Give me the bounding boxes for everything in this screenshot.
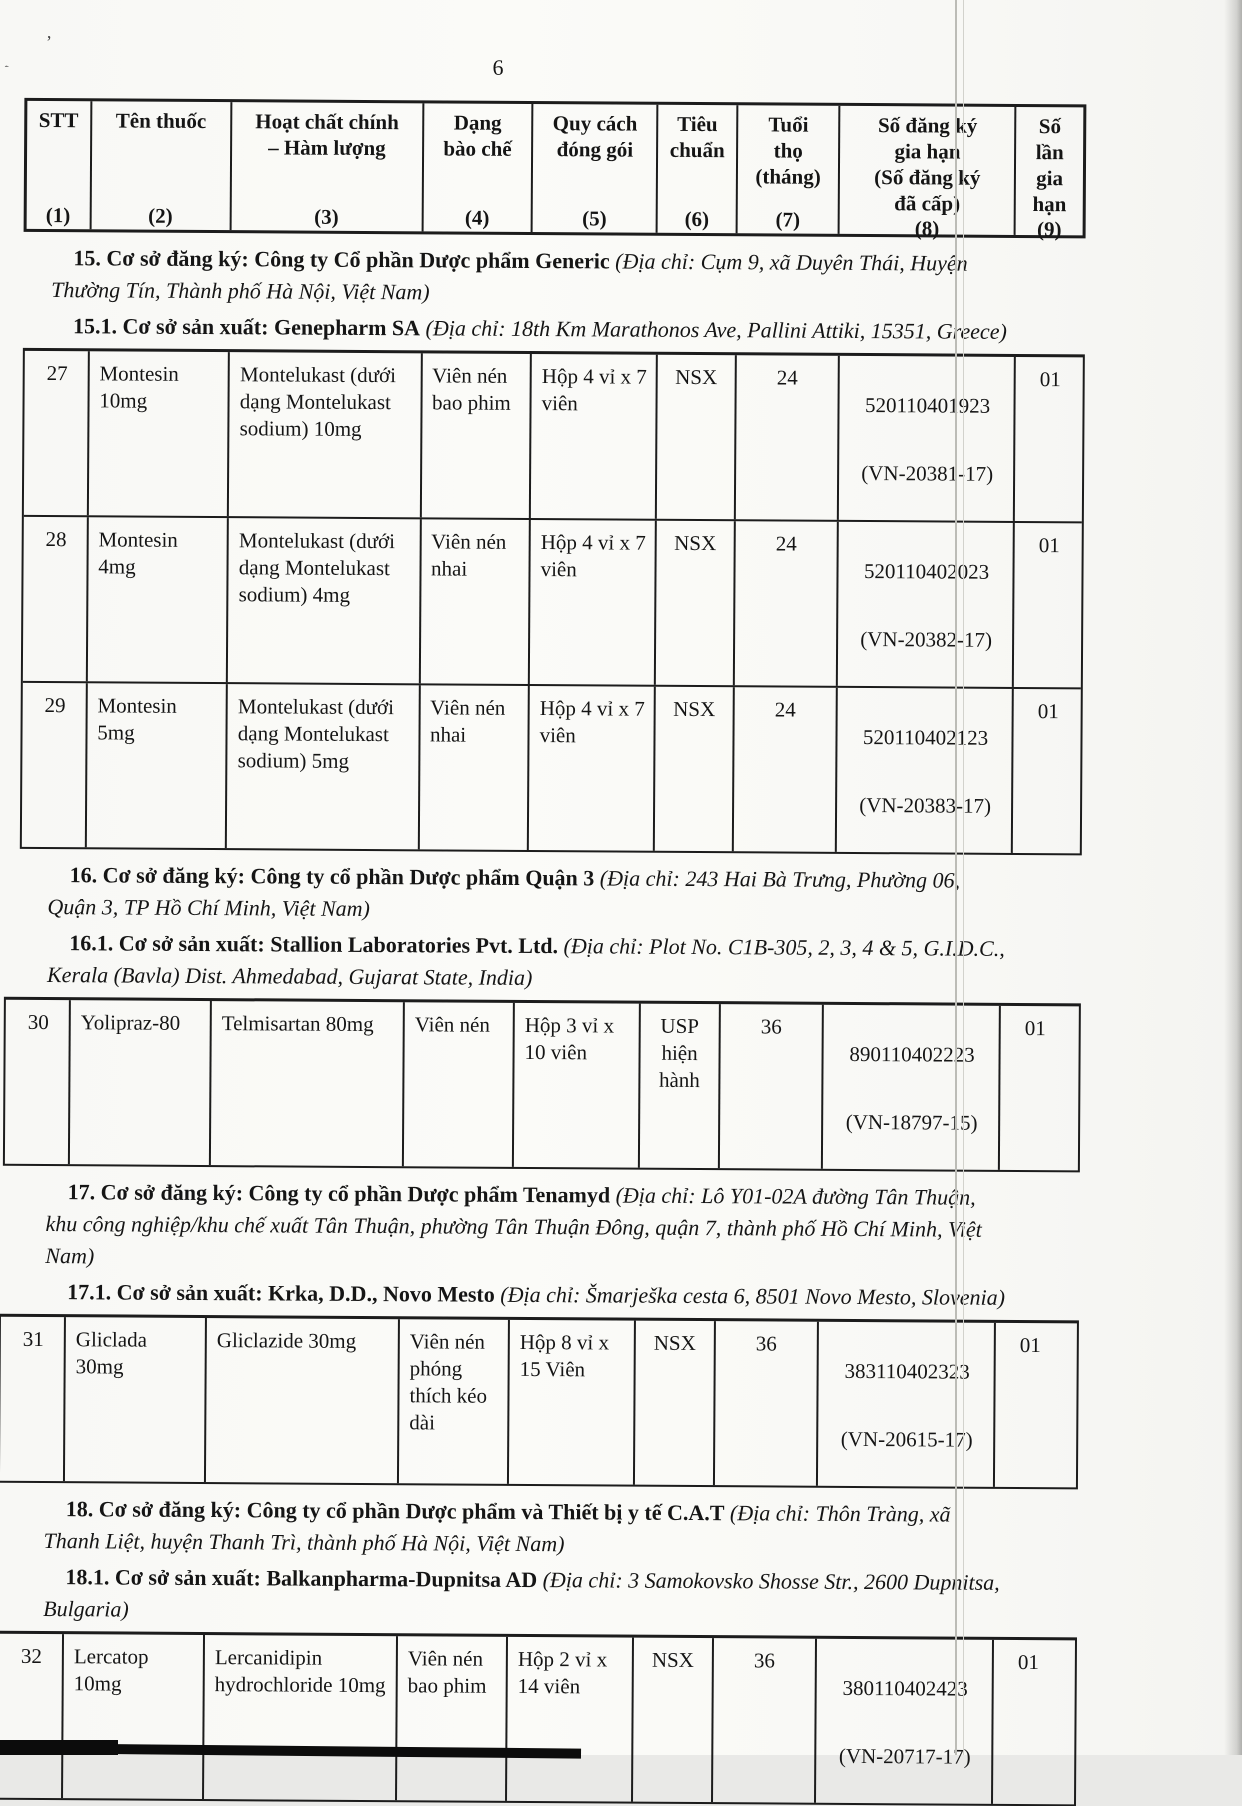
reg-number-new: 520110402023 xyxy=(863,559,990,584)
registrant-name: 15. Cơ sở đăng ký: Công ty Cổ phần Dược phẩm Generic xyxy=(73,245,610,274)
cell-tieu-chuan: USP hiện hành xyxy=(640,1004,721,1168)
header-col-number: (4) xyxy=(464,205,490,230)
manufacturer-name: 18.1. Cơ sở sản xuất: Balkanpharma-Dupnitsa AD xyxy=(65,1564,538,1593)
header-col-stt xyxy=(27,101,92,229)
reg-number-new: 383110402323 xyxy=(844,1358,970,1384)
registrant-address: (Địa chỉ: Lô Y01-02A đường Tân Thuận, khu công nghiệp/khu chế xuất Tân Thuận, phường Tân Thuận Đông, quận 7, thành phố Hồ Chí Minh, Việt Nam) xyxy=(45,1182,982,1269)
cell-so-dang-ky xyxy=(818,1322,996,1487)
cell-dang-bao-che: Viên nén bao phim xyxy=(421,353,532,518)
manufacturer-address: (Địa chỉ: Plot No. C1B-305, 2, 3, 4 & 5, G.I.D.C., Kerala (Bavla) Dist. Ahmedabad, Gujarat State, India) xyxy=(46,933,1005,991)
page-content xyxy=(14,0,1087,1806)
cell-ten-thuoc: Yolipraz-80 xyxy=(70,1000,212,1165)
cell-so-dang-ky xyxy=(823,1005,1001,1170)
header-col-number: (7) xyxy=(775,207,801,232)
table-header xyxy=(24,98,1087,242)
header-label: Hoạt chất chính – Hàm lượng xyxy=(255,109,399,161)
reg-number-new: 380110402423 xyxy=(842,1675,968,1701)
scan-speck: ’ xyxy=(46,32,52,52)
cell-tuoi-tho: 24 xyxy=(734,687,838,852)
registrant-name: 16. Cơ sở đăng ký: Công ty cổ phần Dược phẩm Quận 3 xyxy=(69,862,595,891)
cell-so-dang-ky xyxy=(837,688,1014,853)
cell-hoat-chat: Montelukast (dưới dạng Montelukast sodium) 4mg xyxy=(228,518,421,683)
header-label: Số lần gia hạn xyxy=(1032,114,1067,217)
drug-row-31 xyxy=(0,1317,1077,1488)
cell-hoat-chat: Montelukast (dưới dạng Montelukast sodium) 5mg xyxy=(227,684,420,849)
cell-tieu-chuan: NSX xyxy=(655,521,736,685)
drug-table-16 xyxy=(3,997,1081,1173)
cell-dang-bao-che: Viên nén nhai xyxy=(419,685,530,850)
cell-ten-thuoc: Lercatop 10mg xyxy=(63,1634,205,1799)
drug-row-28 xyxy=(23,515,1082,687)
cell-tuoi-tho: 36 xyxy=(713,1638,817,1803)
cell-quy-cach: Hộp 3 vỉ x 10 viên xyxy=(514,1003,641,1168)
reg-number-old: (VN-20615-17) xyxy=(840,1426,973,1452)
cell-dang-bao-che: Viên nén nhai xyxy=(420,519,531,684)
reg-number-old: (VN-20382-17) xyxy=(860,627,993,652)
reg-number-old: (VN-18797-15) xyxy=(845,1109,978,1135)
header-label: Số đăng ký gia hạn (Số đăng ký đã cấp) xyxy=(874,113,981,216)
reg-number-new: 520110402123 xyxy=(862,725,989,750)
cell-stt: 27 xyxy=(24,351,90,515)
cell-quy-cach: Hộp 2 vỉ x 14 viên xyxy=(507,1637,634,1802)
drug-table-18 xyxy=(0,1631,1077,1806)
section-heading-16 xyxy=(47,859,1011,929)
registrant-address: (Địa chỉ: 243 Hai Bà Trưng, Phường 06, Quận 3, TP Hồ Chí Minh, Việt Nam) xyxy=(47,865,961,922)
cell-hoat-chat: Lercanidipin hydrochloride 10mg xyxy=(204,1635,398,1800)
cell-tuoi-tho: 24 xyxy=(735,521,839,686)
cell-so-lan: 01 xyxy=(1024,1016,1046,1041)
cell-tieu-chuan: NSX xyxy=(633,1638,714,1802)
registrant-name: 18. Cơ sở đăng ký: Công ty cổ phần Dược phẩm và Thiết bị y tế C.A.T xyxy=(65,1496,725,1526)
section-heading-18 xyxy=(43,1493,1007,1563)
header-label: Tuổi thọ (tháng) xyxy=(755,112,821,189)
header-label: Quy cách đóng gói xyxy=(552,111,638,162)
reg-number-new: 890110402223 xyxy=(849,1041,975,1067)
drug-table-15 xyxy=(20,348,1085,855)
header-col-dang-bao-che xyxy=(423,103,533,232)
reg-number-old: (VN-20383-17) xyxy=(859,793,992,818)
cell-ten-thuoc: Montesin 10mg xyxy=(89,351,230,516)
cell-tieu-chuan: NSX xyxy=(635,1321,716,1485)
scan-edge-black-corner xyxy=(0,1740,118,1755)
cell-stt: 30 xyxy=(5,1000,71,1164)
header-col-number: (1) xyxy=(45,203,71,228)
header-col-number: (6) xyxy=(684,206,710,232)
header-col-hoat-chat xyxy=(231,102,424,231)
header-label: STT xyxy=(38,107,79,133)
manufacturer-address: (Địa chỉ: 3 Samokovsko Shosse Str., 2600 Dupnitsa, Bulgaria) xyxy=(43,1567,1000,1622)
header-col-tieu-chuan xyxy=(658,105,738,233)
drug-row-32 xyxy=(0,1634,1075,1805)
cell-hoat-chat: Telmisartan 80mg xyxy=(211,1001,405,1166)
cell-stt: 32 xyxy=(0,1634,64,1798)
drug-row-29 xyxy=(22,681,1081,853)
header-label: Tiêu chuẩn xyxy=(669,111,725,163)
reg-number-new: 520110401923 xyxy=(864,393,991,418)
cell-hoat-chat: Gliclazide 30mg xyxy=(206,1318,400,1483)
reg-number-old: (VN-20717-17) xyxy=(838,1743,971,1769)
header-col-quy-cach xyxy=(533,104,659,233)
header-label: Dạng bào chế xyxy=(443,110,512,161)
page-number: 6 xyxy=(492,54,504,80)
cell-ten-thuoc: Montesin 4mg xyxy=(88,517,229,682)
scan-speck: ` xyxy=(2,62,18,79)
registrant-address: (Địa chỉ: Cụm 9, xã Duyên Thái, Huyện Thường Tín, Thành phố Hà Nội, Việt Nam) xyxy=(51,248,968,305)
cell-so-lan: 01 xyxy=(1039,367,1061,392)
section-subheading-17-1 xyxy=(45,1276,1009,1314)
header-col-tuoi-tho xyxy=(738,105,841,234)
cell-so-lan: 01 xyxy=(1017,1649,1039,1675)
cell-tuoi-tho: 24 xyxy=(736,355,840,520)
manufacturer-name: 17.1. Cơ sở sản xuất: Krka, D.D., Novo Mesto xyxy=(67,1279,495,1307)
manufacturer-address: (Địa chỉ: Šmarješka cesta 6, 8501 Novo Mesto, Slovenia) xyxy=(500,1281,1006,1310)
cell-tuoi-tho: 36 xyxy=(715,1321,819,1486)
header-col-number: (3) xyxy=(314,204,339,229)
header-col-number: (9) xyxy=(1036,217,1062,242)
registrant-name: 17. Cơ sở đăng ký: Công ty cổ phần Dược phẩm Tenamyd xyxy=(67,1179,611,1208)
cell-hoat-chat: Montelukast (dưới dạng Montelukast sodium) 10mg xyxy=(229,352,422,517)
cell-stt: 29 xyxy=(22,683,88,847)
header-col-number: (2) xyxy=(148,203,173,228)
manufacturer-address: (Địa chỉ: 18th Km Marathonos Ave, Pallini Attiki, 15351, Greece) xyxy=(425,315,1007,344)
cell-tuoi-tho: 36 xyxy=(720,1004,824,1169)
registrant-address: (Địa chỉ: Thôn Tràng, xã Thanh Liệt, huyện Thanh Trì, thành phố Hà Nội, Việt Nam) xyxy=(43,1500,951,1557)
header-col-number: (5) xyxy=(582,206,607,231)
cell-tieu-chuan: NSX xyxy=(654,687,735,851)
cell-quy-cach: Hộp 8 vỉ x 15 Viên xyxy=(509,1320,636,1485)
manufacturer-name: 15.1. Cơ sở sản xuất: Genepharm SA xyxy=(72,313,421,341)
cell-dang-bao-che: Viên nén bao phim xyxy=(397,1636,508,1801)
section-subheading-15-1 xyxy=(51,310,1015,348)
cell-so-dang-ky xyxy=(839,356,1016,521)
cell-quy-cach: Hộp 4 vỉ x 7 viên xyxy=(529,686,656,851)
manufacturer-name: 16.1. Cơ sở sản xuất: Stallion Laboratories Pvt. Ltd. xyxy=(69,930,559,959)
section-subheading-16-1 xyxy=(47,927,1011,997)
cell-stt: 31 xyxy=(0,1317,66,1481)
reg-number-old: (VN-20381-17) xyxy=(861,461,994,486)
scan-paper-edge-shadow xyxy=(1224,0,1242,1755)
drug-table-17 xyxy=(0,1314,1079,1490)
section-heading-17 xyxy=(45,1176,1010,1278)
cell-so-lan: 01 xyxy=(1037,699,1059,724)
header-col-number: (8) xyxy=(914,216,940,241)
drug-row-27 xyxy=(24,351,1083,521)
cell-so-dang-ky xyxy=(816,1639,994,1804)
cell-so-lan: 01 xyxy=(1019,1332,1041,1358)
cell-ten-thuoc: Montesin 5mg xyxy=(87,683,228,848)
cell-dang-bao-che: Viên nén xyxy=(404,1002,515,1167)
header-col-so-lan xyxy=(1016,107,1083,242)
cell-so-lan: 01 xyxy=(1038,533,1060,558)
cell-dang-bao-che: Viên nén phóng thích kéo dài xyxy=(399,1319,510,1484)
cell-quy-cach: Hộp 4 vỉ x 7 viên xyxy=(530,520,657,685)
section-subheading-18-1 xyxy=(43,1561,1007,1631)
cell-tieu-chuan: NSX xyxy=(656,355,737,519)
header-label: Tên thuốc xyxy=(115,108,207,133)
drug-row-30 xyxy=(5,1000,1079,1171)
cell-so-dang-ky xyxy=(838,522,1015,687)
cell-quy-cach: Hộp 4 vỉ x 7 viên xyxy=(531,354,658,519)
header-col-so-dang-ky xyxy=(840,106,1017,241)
header-col-ten-thuoc xyxy=(91,101,232,230)
cell-ten-thuoc: Gliclada 30mg xyxy=(65,1317,207,1482)
section-heading-15 xyxy=(51,242,1015,312)
cell-stt: 28 xyxy=(23,517,89,681)
